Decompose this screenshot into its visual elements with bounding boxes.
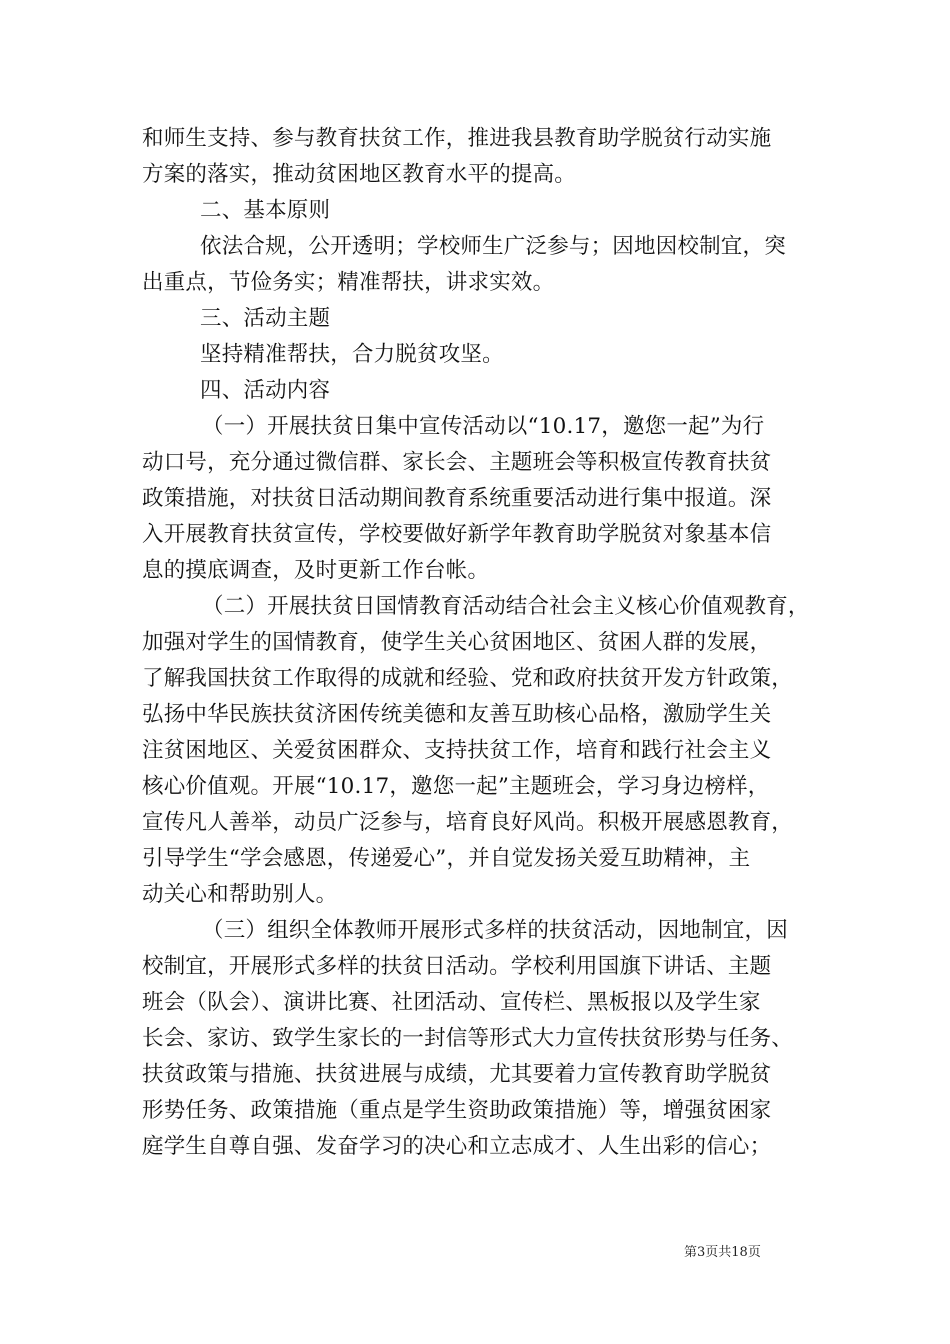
text-line: 长会、家访、致学生家长的一封信等形式大力宣传扶贫形势与任务、 xyxy=(142,1026,794,1051)
text-line: 加强对学生的国情教育，使学生关心贫困地区、贫困人群的发展， xyxy=(142,630,772,655)
text-line: 了解我国扶贫工作取得的成就和经验、党和政府扶贫开发方针政策， xyxy=(142,666,794,691)
section-heading: 三、活动主题 xyxy=(200,306,331,331)
text-line: 息的摸底调查，及时更新工作台帐。 xyxy=(142,558,490,583)
text-line: 班会（队会）、演讲比赛、社团活动、宣传栏、黑板报以及学生家 xyxy=(142,990,761,1015)
text-line: 和师生支持、参与教育扶贫工作，推进我县教育助学脱贫行动实施 xyxy=(142,126,772,151)
text-line: （三）组织全体教师开展形式多样的扶贫活动，因地制宜，因 xyxy=(202,918,788,943)
text-line: 坚持精准帮扶，合力脱贫攻坚。 xyxy=(200,342,504,367)
text-line: 政策措施，对扶贫日活动期间教育系统重要活动进行集中报道。深 xyxy=(142,486,772,511)
text-line: 弘扬中华民族扶贫济困传统美德和友善互助核心品格，激励学生关 xyxy=(142,702,772,727)
text-line: 形势任务、政策措施（重点是学生资助政策措施）等，增强贫困家 xyxy=(142,1098,772,1123)
page-number: 第3页共18页 xyxy=(684,1245,761,1260)
text-line: 庭学生自尊自强、发奋学习的决心和立志成才、人生出彩的信心； xyxy=(142,1134,772,1159)
section-heading: 四、活动内容 xyxy=(200,378,331,403)
text-line: 入开展教育扶贫宣传，学校要做好新学年教育助学脱贫对象基本信 xyxy=(142,522,772,547)
text-line: 动关心和帮助别人。 xyxy=(142,882,338,907)
text-line: 引导学生“学会感恩，传递爱心”，并自觉发扬关爱互助精神，主 xyxy=(142,846,751,871)
text-line: 核心价值观。开展“10.17，邀您一起”主题班会，学习身边榜样， xyxy=(142,774,770,799)
text-line: （一）开展扶贫日集中宣传活动以“10.17，邀您一起”为行 xyxy=(202,414,765,439)
text-line: 动口号，充分通过微信群、家长会、主题班会等积极宣传教育扶贫 xyxy=(142,450,772,475)
section-heading: 二、基本原则 xyxy=(200,198,331,223)
text-line: 扶贫政策与措施、扶贫进展与成绩，尤其要着力宣传教育助学脱贫 xyxy=(142,1062,772,1087)
text-line: 依法合规，公开透明；学校师生广泛参与；因地因校制宜，突 xyxy=(200,234,786,259)
text-line: （二）开展扶贫日国情教育活动结合社会主义核心价值观教育， xyxy=(202,594,810,619)
text-line: 方案的落实，推动贫困地区教育水平的提高。 xyxy=(142,162,577,187)
text-line: 出重点，节俭务实；精准帮扶，讲求实效。 xyxy=(142,270,555,295)
text-line: 注贫困地区、关爱贫困群众、支持扶贫工作，培育和践行社会主义 xyxy=(142,738,772,763)
text-line: 校制宜，开展形式多样的扶贫日活动。学校利用国旗下讲话、主题 xyxy=(142,954,772,979)
text-line: 宣传凡人善举，动员广泛参与，培育良好风尚。积极开展感恩教育， xyxy=(142,810,794,835)
